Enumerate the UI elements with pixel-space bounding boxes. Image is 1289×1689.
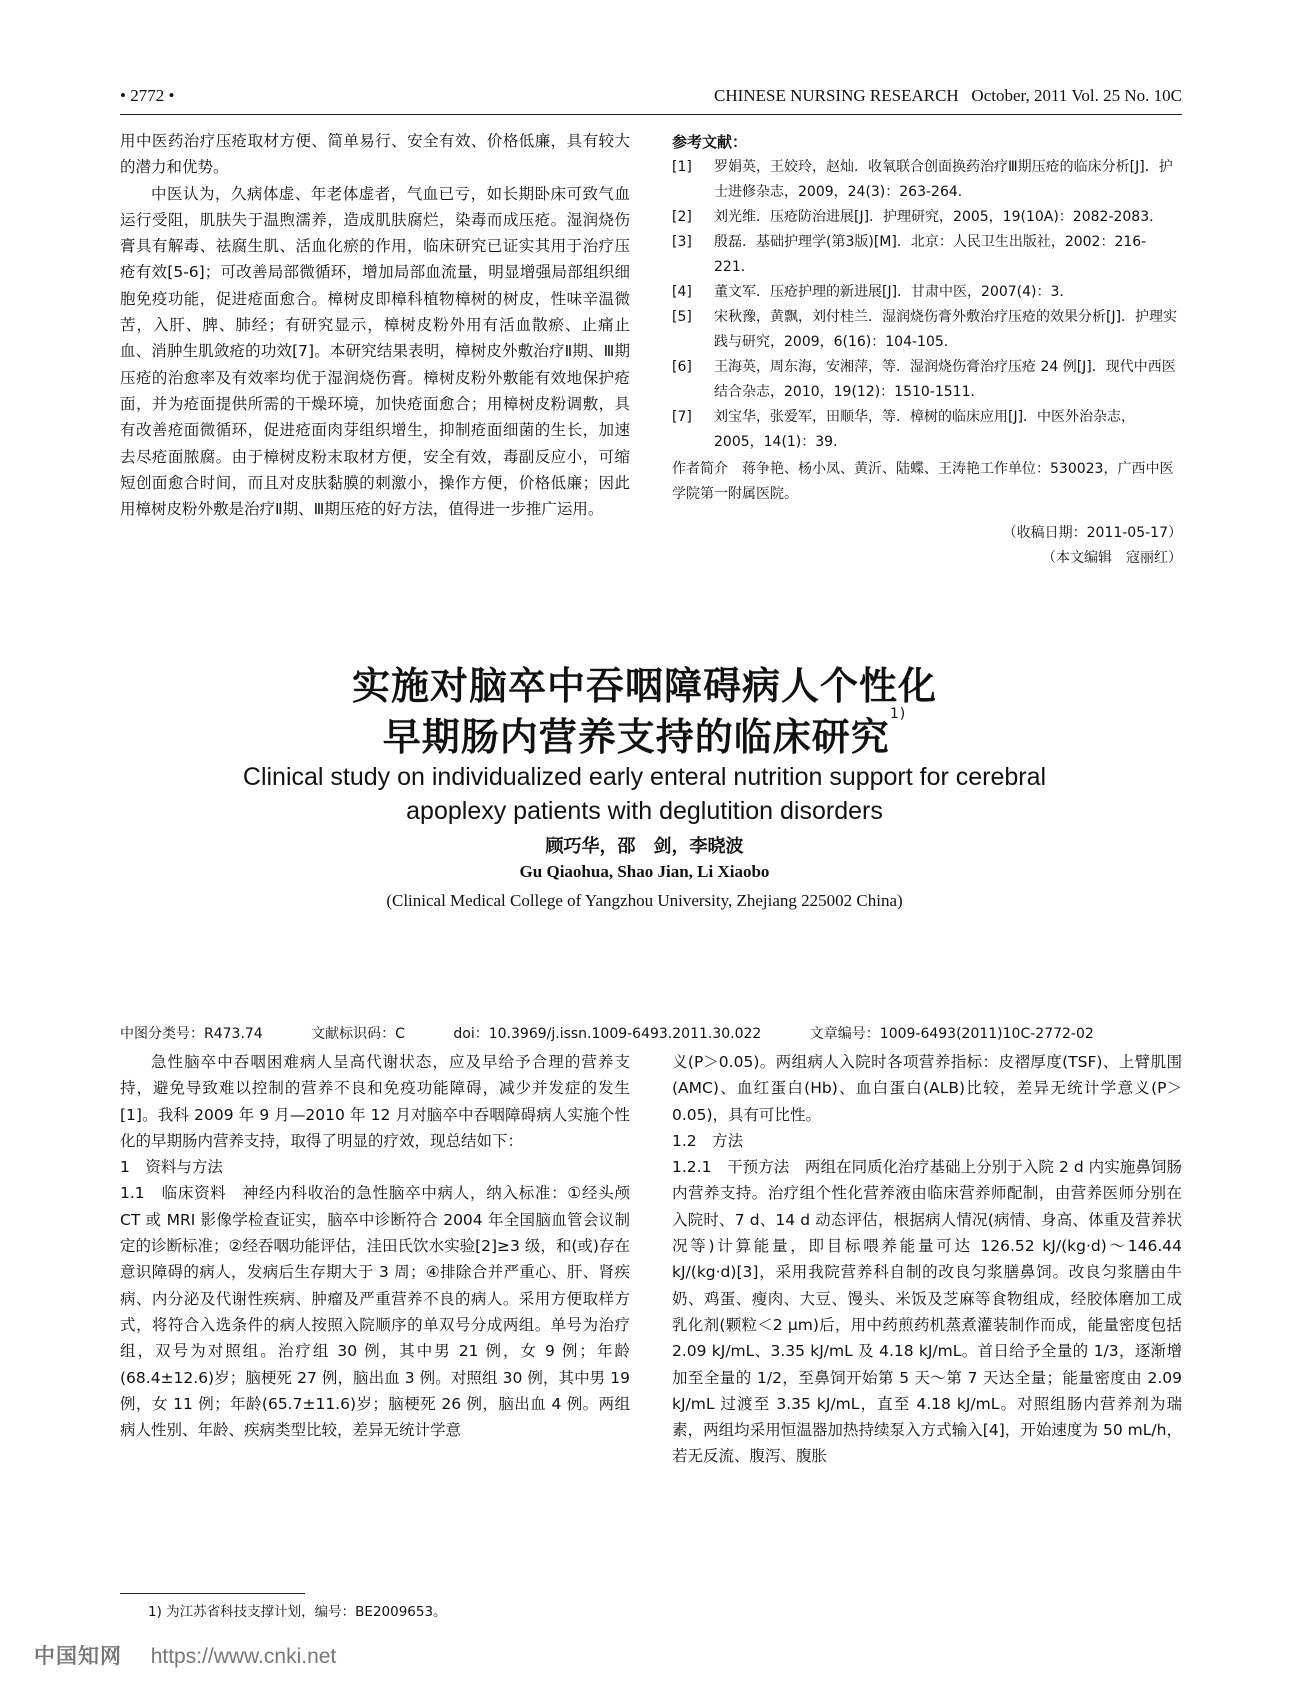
clc-number: 中图分类号：R473.74: [120, 1026, 263, 1042]
reference-item: [672, 155, 1182, 205]
cnki-url[interactable]: https://www.cnki.net: [150, 1645, 337, 1668]
cnki-watermark: [34, 1640, 336, 1670]
document-code: 文献标识码：C: [311, 1026, 405, 1042]
article-title-en-line1: Clinical study on individualized early enteral nutrition support for cerebral: [242, 763, 1047, 791]
article-right-column: [672, 1049, 1182, 1470]
body-paragraph: 急性脑卒中吞咽困难病人呈高代谢状态，应及早给予合理的营养支持，避免导致难以控制的营养不良和免疫功能障碍，减少并发症的发生[1]。我科 2009 年 9 月—2010 年 12 月对脑卒中吞咽障碍病人实施个性化的早期肠内营养支持，取得了明显的疗效，现总结如下：: [120, 1053, 630, 1150]
reference-number: [7]: [672, 409, 692, 425]
reference-text: 殷磊．基础护理学(第3版)[M]．北京：人民卫生出版社，2002：216-221．: [714, 234, 1147, 275]
author-bio: 作者简介 蒋争艳、杨小凤、黄沂、陆蝶、王涛艳工作单位：530023，广西中医学院第一附属医院。: [672, 461, 1174, 502]
references-title: 参考文献：: [672, 133, 748, 151]
reference-number: [4]: [672, 284, 692, 300]
reference-text: 刘宝华，张爱军，田顺华，等．樟树的临床应用[J]．中医外治杂志，2005，14(1)：39．: [714, 409, 1136, 450]
article-title-cn-line2: 早期肠内营养支持的临床研究: [382, 715, 890, 759]
article-meta: [120, 1023, 1200, 1043]
header-rule: [120, 114, 1182, 115]
reference-number: [6]: [672, 359, 692, 375]
reference-text: 刘光维．压疮防治进展[J]．护理研究，2005，19(10A)：2082-2083．: [714, 209, 1164, 225]
received-date: （收稿日期：2011-05-17）: [1002, 525, 1182, 541]
doi: doi：10.3969/j.issn.1009-6493.2011.30.022: [453, 1026, 762, 1042]
reference-text: 宋秋豫，黄飘，刘付桂兰．湿润烧伤膏外敷治疗压疮的效果分析[J]．护理实践与研究，2009，6(16)：104-105．: [714, 309, 1178, 350]
authors-cn: 顾巧华，邵 剑，李晓波: [545, 836, 744, 857]
prev-paragraph-1: 用中医药治疗压疮取材方便、简单易行、安全有效、价格低廉，具有较大的潜力和优势。: [120, 132, 630, 177]
reference-text: 董文军．压疮护理的新进展[J]．甘肃中医，2007(4)：3．: [714, 284, 1074, 300]
running-header: [120, 86, 1182, 112]
reference-item: [672, 405, 1182, 455]
article-title-en-line2: apoplexy patients with deglutition disorders: [406, 797, 883, 825]
prev-article-left-column: [120, 128, 630, 522]
references-section: [672, 130, 1182, 571]
prev-paragraph-2: 中医认为，久病体虚、年老体虚者，气血已亏，如长期卧床可致气血运行受阻，肌肤失于温煦濡养，造成肌肤腐烂，染毒而成压疮。湿润烧伤膏具有解毒、祛腐生肌、活血化瘀的作用，临床研究已证实其用于治疗压疮有效[5-6]；可改善局部微循环，增加局部血流量，明显增强局部组织细胞免疫功能，促进疮面愈合。樟树皮即樟科植物樟树的树皮，性味辛温微苦，入肝、脾、肺经；有研究显示，樟树皮粉外用有活血散瘀、止痛止血、消肿生肌敛疮的功效[7]。本研究结果表明，樟树皮外敷治疗Ⅱ期、Ⅲ期压疮的治愈率及有效率均优于湿润烧伤膏。樟树皮粉外敷能有效地保护疮面，并为疮面提供所需的干燥环境，加快疮面愈合；用樟树皮粉调敷，具有改善疮面微循环，促进疮面肉芽组织增生，抑制疮面细菌的生长，加速去尽疮面脓腐。由于樟树皮粉末取材方便，安全有效，毒副反应小，可缩短创面愈合时间，而且对皮肤黏膜的刺激小，操作方便，价格低廉；因此用樟树皮粉外敷是治疗Ⅱ期、Ⅲ期压疮的好方法，值得进一步推广运用。: [120, 184, 630, 519]
authors-en: Gu Qiaohua, Shao Jian, Li Xiaobo: [519, 862, 770, 881]
journal-info: CHINESE NURSING RESEARCH October, 2011 Vol. 25 No. 10C: [714, 86, 1182, 105]
article-number: 文章编号：1009-6493(2011)10C-2772-02: [809, 1026, 1094, 1042]
reference-text: 罗娟英，王姣玲，赵灿．收氧联合创面换药治疗Ⅲ期压疮的临床分析[J]．护士进修杂志，2009，24(3)：263-264．: [714, 159, 1173, 200]
body-paragraph: 1.1 临床资料 神经内科收治的急性脑卒中病人，纳入标准：①经头颅 CT 或 MRI 影像学检查证实，脑卒中诊断符合 2004 年全国脑血管会议制定的诊断标准；②经吞咽功能评估，洼田氏饮水实验[2]≥3 级，和(或)存在意识障碍的病人，发病后生存期大于 3 周；④排除合并严重心、肝、肾疾病、内分泌及代谢性疾病、肿瘤及严重营养不良的病人。采用方便取样方式，将符合入选条件的病人按照入院顺序的单双号分成两组。单号为治疗组，双号为对照组。治疗组 30 例，其中男 21 例，女 9 例；年龄(68.4±12.6)岁；脑梗死 27 例，脑出血 3 例。对照组 30 例，其中男 19 例，女 11 例；年龄(65.7±11.6)岁；脑梗死 26 例，脑出血 4 例。两组病人性别、年龄、疾病类型比较，差异无统计学意: [120, 1184, 630, 1440]
body-paragraph: 义(P＞0.05)。两组病人入院时各项营养指标：皮褶厚度(TSF)、上臂肌围(AMC)、血红蛋白(Hb)、血白蛋白(ALB)比较，差异无统计学意义(P＞0.05)，具有可比性。: [672, 1053, 1182, 1124]
body-paragraph: 1 资料与方法: [120, 1158, 223, 1177]
article-left-column: [120, 1049, 630, 1443]
reference-item: [672, 230, 1182, 280]
references-list: [672, 155, 1182, 455]
title-footnote-mark: 1): [889, 706, 907, 722]
body-paragraph: 1.2.1 干预方法 两组在同质化治疗基础上分别于入院 2 d 内实施鼻饲肠内营养支持。治疗组个性化营养液由临床营养师配制，由营养医师分别在入院时、7 d、14 d 动态评估，根据病人情况(病情、身高、体重及营养状况等)计算能量，即目标喂养能量可达 126.52 kJ/(kg·d)～146.44 kJ/(kg·d)[3]，采用我院营养科自制的改良匀浆膳鼻饲。改良匀浆膳由牛奶、鸡蛋、瘦肉、大豆、馒头、米饭及芝麻等食物组成，经胶体磨加工成乳化剂(颗粒＜2 μm)后，用中药煎药机蒸煮灌装制作而成，能量密度包括 2.09 kJ/mL、3.35 kJ/mL 及 4.18 kJ/mL。首日给予全量的 1/3，逐渐增加至全量的 1/2，至鼻饲开始第 5 天～第 7 天达全量；能量密度由 2.09 kJ/mL 过渡至 3.35 kJ/mL，直至 4.18 kJ/mL。对照组肠内营养剂为瑞素，两组均采用恒温器加热持续泵入方式输入[4]，开始速度为 50 mL/h，若无反流、腹泻、腹胀: [672, 1158, 1182, 1466]
reference-number: [5]: [672, 309, 692, 325]
cnki-logo: 中国知网: [34, 1644, 122, 1668]
reference-number: [3]: [672, 234, 692, 250]
affiliation: (Clinical Medical College of Yangzhou University, Zhejiang 225002 China): [386, 891, 903, 910]
page-number: • 2772 •: [120, 86, 175, 105]
footnote: 1) 为江苏省科技支撑计划，编号：BE2009653。: [148, 1604, 447, 1620]
reference-item: [672, 355, 1182, 405]
reference-item: [672, 305, 1182, 355]
footnote-rule: [120, 1593, 305, 1594]
article-title-cn-line2-wrap: [0, 706, 1289, 761]
reference-number: [1]: [672, 159, 692, 175]
article-title-cn-line1: 实施对脑卒中吞咽障碍病人个性化: [351, 664, 937, 708]
body-paragraph: 1.2 方法: [672, 1131, 744, 1150]
reference-number: [2]: [672, 209, 692, 225]
editor-note: （本文编辑 寇丽红）: [1042, 550, 1182, 566]
reference-text: 王海英，周东海，安湘萍，等．湿润烧伤膏治疗压疮 24 例[J]．现代中西医结合杂志，2010，19(12)：1510-1511．: [714, 359, 1176, 400]
reference-item: [672, 280, 1182, 305]
reference-item: [672, 205, 1182, 230]
